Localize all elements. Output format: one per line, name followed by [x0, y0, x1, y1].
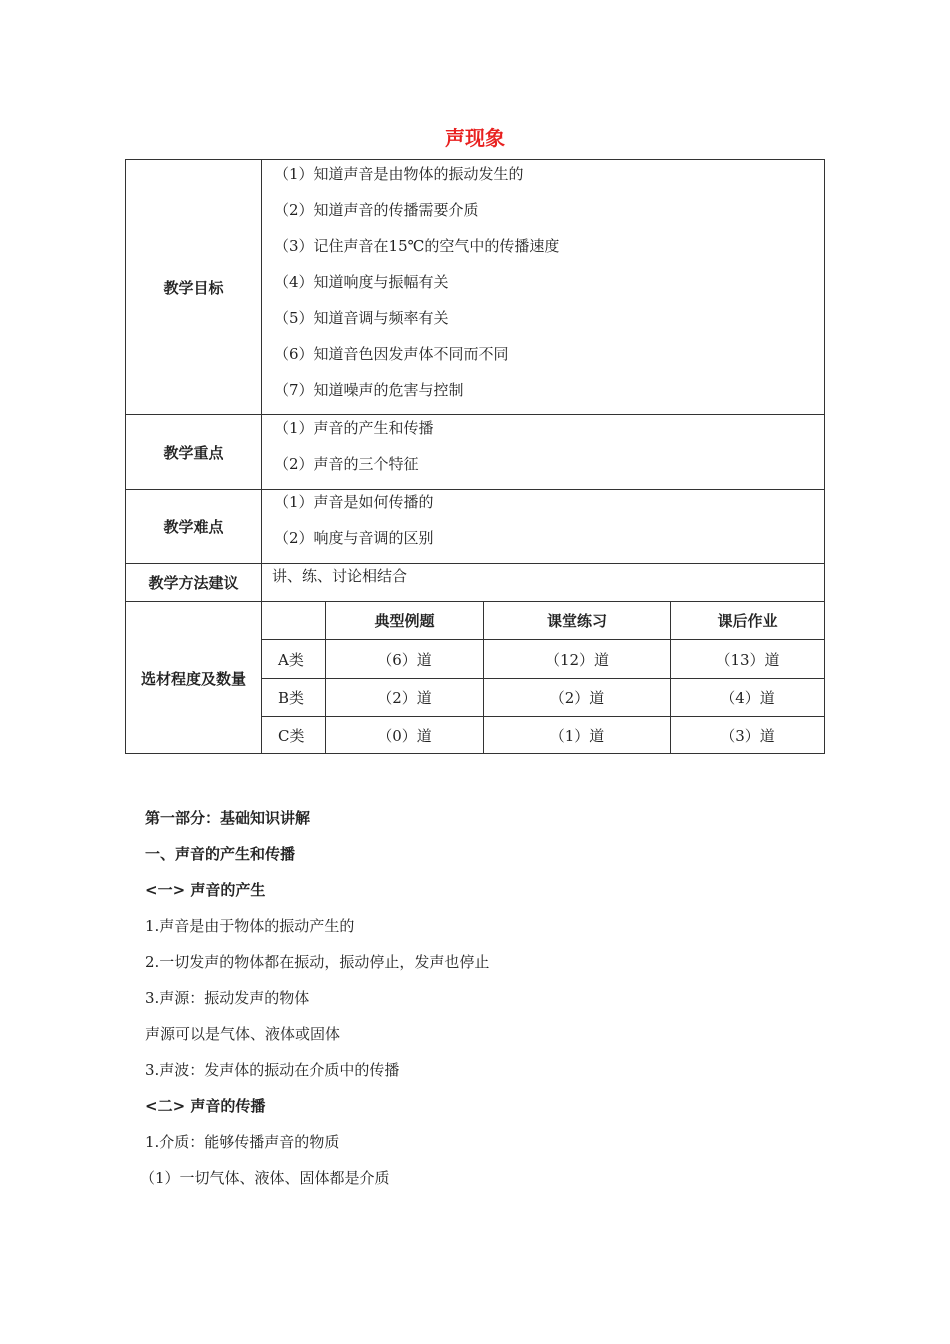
method-label: 教学方法建议 [126, 564, 262, 601]
difficulties-label: 教学难点 [126, 490, 262, 563]
body-line: （1）一切气体、液体、固体都是介质 [140, 1169, 390, 1187]
table-row [262, 717, 824, 754]
objectives-content [262, 160, 824, 414]
objective-item: （7）知道噪声的危害与控制 [274, 381, 464, 399]
lesson-plan-table [125, 159, 825, 754]
body-line: 3.声源：振动发声的物体 [145, 989, 310, 1007]
count-cell: （12）道 [484, 640, 671, 678]
objectives-label: 教学目标 [126, 160, 262, 414]
count-cell: （13）道 [715, 650, 780, 669]
header-classwork: 课堂练习 [484, 602, 671, 639]
objective-item: （6）知道音色因发声体不同而不同 [274, 345, 509, 363]
objective-item: （2）知道声音的传播需要介质 [274, 201, 479, 219]
body-line: 声源可以是气体、液体或固体 [145, 1025, 341, 1043]
difficulty-item: （2）响度与音调的区别 [274, 529, 434, 547]
materials-grid [262, 602, 824, 754]
count-cell: （1）道 [484, 717, 671, 754]
materials-label: 选材程度及数量 [126, 602, 262, 754]
objective-item: （1）知道声音是由物体的振动发生的 [274, 165, 524, 183]
key-points-label: 教学重点 [126, 415, 262, 489]
objectives-row [126, 160, 824, 415]
subsection-heading: <二> 声音的传播 [145, 1097, 266, 1115]
header-examples: 典型例题 [326, 602, 484, 639]
method-value: 讲、练、讨论相结合 [272, 567, 408, 585]
count-cell: （4）道 [720, 689, 775, 707]
key-points-row [126, 415, 824, 490]
key-points-content [262, 415, 824, 489]
materials-header-row [262, 602, 824, 640]
materials-row [126, 602, 824, 754]
count-cell: （0）道 [326, 717, 484, 754]
key-point-item: （1）声音的产生和传播 [274, 419, 434, 437]
difficulties-row [126, 490, 824, 564]
method-content [262, 564, 824, 601]
key-point-item: （2）声音的三个特征 [274, 455, 419, 473]
page-title: 声现象 [445, 126, 505, 150]
body-line: 3.声波：发声体的振动在介质中的传播 [145, 1061, 400, 1079]
category-cell: A类 [262, 640, 326, 678]
table-row [262, 679, 824, 717]
count-cell: （2）道 [326, 679, 484, 716]
body-line: 1.声音是由于物体的振动产生的 [145, 917, 355, 935]
count-cell: （3）道 [720, 727, 775, 745]
section-heading: 一、声音的产生和传播 [145, 845, 296, 863]
difficulties-content [262, 490, 824, 563]
body-line: 2.一切发声的物体都在振动，振动停止，发声也停止 [145, 953, 490, 971]
objective-item: （3）记住声音在15℃的空气中的传播速度 [274, 237, 560, 255]
body-line: 1.介质：能够传播声音的物质 [145, 1133, 340, 1151]
objective-item: （5）知道音调与频率有关 [274, 309, 449, 327]
count-cell: （6）道 [326, 640, 484, 678]
method-row [126, 564, 824, 602]
category-cell: B类 [262, 679, 326, 716]
header-homework: 课后作业 [717, 612, 778, 630]
header-blank-cell [262, 602, 326, 639]
table-row [262, 640, 824, 679]
category-cell: C类 [262, 717, 326, 754]
subsection-heading: <一> 声音的产生 [145, 881, 266, 899]
count-cell: （2）道 [484, 679, 671, 716]
difficulty-item: （1）声音是如何传播的 [274, 493, 434, 511]
part-heading: 第一部分：基础知识讲解 [145, 809, 311, 827]
objective-item: （4）知道响度与振幅有关 [274, 273, 449, 291]
